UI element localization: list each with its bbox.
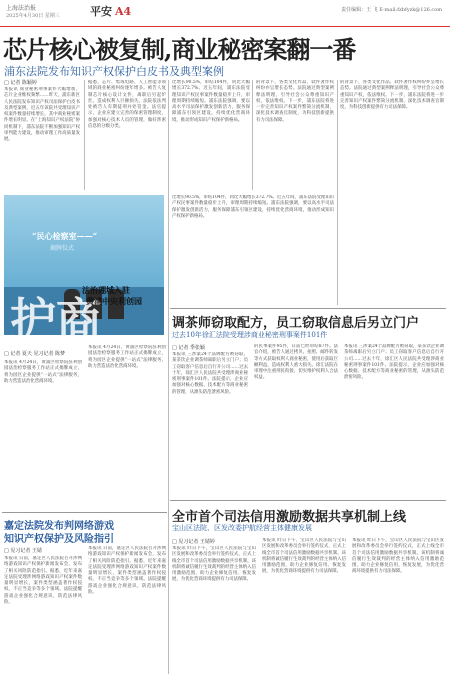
story3-column-1: 本报讯 日前，嘉定区人民法院召开涉网络游戏知识产权保护新闻发布会，发布了相关风险防范指引。据悉，近年来嘉定法院受理涉网络游戏知识产权案件数量明显增长，案件类型涵盖著作权侵权、不正当竞争等多个领域。法院提醒游戏企业强化合规意识，防范法律风险。 (4, 556, 82, 606)
section-divider (170, 500, 446, 501)
lead-column-5: 的背景下，各类文化作品、软件著作权纠纷亦呈增长态势。法院通过典型案例释法明理，引导社会公众尊重知识产权，依法维权。下一步，浦东法院将进一步完善知识产权案件繁简分流机制，深化技术调查官制度，为科技创新提供有力司法保障。 (340, 80, 444, 111)
story2-column-1: 本报讯 三涉案24个品牌配方被窃取，某茶饮企业调茶师离职后另立门户；员工窃取客户信息后自行开公司……过去十年，徐汇区人民法院共受理涉商业秘密刑事案件101件。法院提示，企业应加强对核心数据、技术配方等商业秘密的管理，从源头防范泄密风险。 (172, 352, 248, 395)
story4-headline: 全市首个司法信用激励数据共享机制上线 (172, 510, 407, 525)
story3-headline-line2: 知识产权保护及风险指引 (4, 534, 114, 545)
photo-story-column-1: 本报讯 4月24日，黄浦区检察院驻利创园法治检察服务工作站正式揭牌成立，将为园区企业提供“一站式”法律服务，助力营造法治化营商环境。 (4, 360, 82, 384)
lead-column-4: 的背景下，各类文化作品、软件著作权纠纷亦呈增长态势。法院通过典型案例释法明理，引导社会公众尊重知识产权，依法维权。下一步，浦东法院将进一步完善知识产权案件繁简分流机制，深化技术调查官制度，为科技创新提供有力司法保障。 (256, 80, 334, 123)
masthead (0, 0, 450, 27)
newspaper-logo: 上海法治报 (6, 5, 37, 12)
story2-headline: 调茶师窃取配方，员工窃取信息后另立门户 (172, 316, 420, 331)
lead-column-3: 比增长90.5%，审结104件，同比大幅增长372.7%。近五年间，浦东法院受理知识产权民事案件数量稳步上升，审理周期持续缩短。浦东法院强调，要以高水平司法保护激发创新活力，服务保障浦东引领区建设，持续优化营商环境，推动形成知识产权保护新格局。 (172, 80, 250, 123)
lead-byline: □ 记者 陈颖婷 (4, 80, 37, 86)
lead-column-2: 据悉，芯片、集成电路、人工智能等领域的商业秘密纠纷逐年增多。被告人复制芯片核心设计文件，离职后另起炉灶，造成权利人巨额损失。法院依法判处被告人有期徒刑并处罚金。法官提示，企业应建立完善的保密管理制度，加强对核心技术人员的管理，做好涉密信息的分级分类。 (88, 80, 166, 130)
issue-date: 2025年4月30日 星期三 (6, 13, 60, 19)
story3-column-2: 本报讯 日前，嘉定区人民法院召开涉网络游戏知识产权保护新闻发布会，发布了相关风险防范指引。据悉，近年来嘉定法院受理涉网络游戏知识产权案件数量明显增长，案件类型涵盖著作权侵权、不正当竞争等多个领域。法院提醒游戏企业强化合规意识，防范法律风险。 (88, 546, 166, 596)
column-rule (337, 80, 338, 305)
editor-credit: 责任编辑：王 飞 E-mail:fzbfyzk@126.com (341, 7, 442, 13)
photo-story-column-2: 本报讯 4月24日，黄浦区检察院驻利创园法治检察服务工作站正式揭牌成立，将为园区企业提供“一站式”法律服务，助力营造法治化营商环境。 (88, 345, 166, 369)
story2-byline: □ 记者 季张颖 (172, 345, 205, 351)
photo-banner-text: “民心检察室——“ (32, 231, 98, 241)
lead-headline: 芯片核心被复制,商业秘密案翻一番 (3, 35, 356, 64)
story2-column-2: 的民事案件95件，日前已经审结87件。法官介绍，被告人通过拷贝、拍照、邮件转发等方式获取权利人商业秘密，使用后获取巨额利益，造成权利人重大损失。徐汇法院在审理中注重刑民衔接，切实维护权利人合法权益。 (254, 344, 338, 381)
photo-headline-line2: 黄浦中央利创园 (86, 296, 142, 306)
photo-banner-subtext: 揭牌仪式 (50, 245, 75, 252)
story4-column-2: 本报讯 昨日下午，宝山区人民法院与宝山区发展和改革委员会举行签约仪式，正式上线全市首个司法信用激励数据共享机制。该机制将诚信履行生效裁判的经营主体纳入信用激励范围，助力企业修复信用、恢复发展，为优化营商环境提供有力司法保障。 (262, 538, 346, 575)
column-rule (84, 80, 85, 190)
lead-column-1: 本报讯 商业秘密刑事案件大幅增加，芯片企业维权频繁……昨天，浦东新区人民法院发布知识产权司法保护白皮书及典型案例，近五年该院共受理知识产权案件数量持续增长，其中商业秘密案件增长明显。在“上海知识产权法院”协同机制下，浦东法院不断加强知识产权审判能力建设，推动审理工作高质量发展。 (4, 87, 80, 143)
story2-subheadline: 过去10年徐汇法院受理涉商业秘密刑事案件101件 (172, 331, 328, 339)
story3-headline-line1: 嘉定法院发布判网络游戏 (4, 521, 114, 532)
photo-overlay-title: 护商 (10, 293, 102, 347)
story4-column-1: 本报讯 昨日下午，宝山区人民法院与宝山区发展和改革委员会举行签约仪式，正式上线全市首个司法信用激励数据共享机制。该机制将诚信履行生效裁判的经营主体纳入信用激励范围，助力企业修复信用、恢复发展，为优化营商环境提供有力司法保障。 (172, 546, 256, 583)
story3-byline: □ 见习记者 王婧 (4, 548, 42, 554)
column-rule (252, 80, 253, 190)
page-number: A4 (115, 5, 132, 18)
section-name: 平安 (90, 5, 112, 18)
photo-headline-line1: 法治硼城入驻 (82, 285, 130, 295)
story4-byline: □ 见习记者 王婧婷 (172, 539, 215, 545)
photo-byline: □ 记者 夏天 见习记者 陈梦 (4, 351, 66, 357)
section-divider (2, 512, 167, 513)
lead-column-6: 比增长90.5%，审结104件，同比大幅增长372.7%。近五年间，浦东法院受理知识产权民事案件数量稳步上升，审理周期持续缩短。浦东法院强调，要以高水平司法保护激发创新活力，服务保障浦东引领区建设，持续优化营商环境，推动形成知识产权保护新格局。 (172, 195, 334, 219)
story4-subheadline: 宝山区法院、区发改委护航经营主体健康发展 (172, 524, 312, 532)
story2-column-3: 本报讯 三涉案24个品牌配方被窃取，某茶饮企业调茶师离职后另立门户；员工窃取客户信息后自行开公司……过去十年，徐汇区人民法院共受理涉商业秘密刑事案件101件。法院提示，企业应加强对核心数据、技术配方等商业秘密的管理，从源头防范泄密风险。 (344, 344, 444, 381)
story4-column-3: 本报讯 昨日下午，宝山区人民法院与宝山区发展和改革委员会举行签约仪式，正式上线全市首个司法信用激励数据共享机制。该机制将诚信履行生效裁判的经营主体纳入信用激励范围，助力企业修复信用、恢复发展，为优化营商环境提供有力司法保障。 (352, 538, 444, 575)
section-divider (170, 308, 446, 309)
lead-subheadline: 浦东法院发布知识产权保护白皮书及典型案例 (4, 65, 224, 78)
section-title (90, 3, 131, 19)
column-rule (168, 80, 169, 674)
